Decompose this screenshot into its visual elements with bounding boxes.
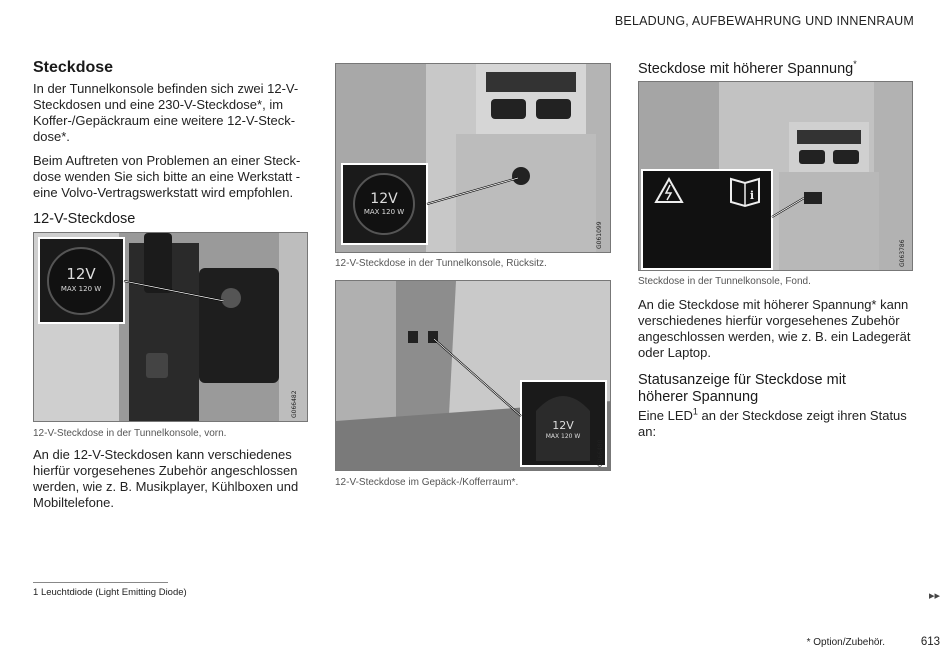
trunk-socket-label-12v: 12V <box>552 419 574 432</box>
footnote-rule <box>33 582 168 583</box>
high-voltage-socket <box>804 192 822 204</box>
intro-paragraph-2: Beim Auftreten von Problemen an einer Steck- dose wenden Sie sich bitte an eine Werkstatt - eine Volvo-Vertragswerkstatt wird empfohlen. <box>33 153 301 200</box>
section-subtitle-status: Statusanzeige für Steckdose mit höherer Spannung <box>638 372 846 405</box>
section-header: BELADUNG, AUFBEWAHRUNG UND INNENRAUM <box>614 14 914 28</box>
rear-socket <box>512 167 530 185</box>
socket-label-max: MAX 120 W <box>60 285 102 293</box>
page-title: Steckdose <box>33 59 114 76</box>
rear-socket-label-12v: 12V <box>370 191 398 207</box>
section-subtitle-high-voltage: Steckdose mit höherer Spannung* <box>638 59 857 77</box>
footnote: 1 Leuchtdiode (Light Emitting Diode) <box>33 587 187 598</box>
trunk-photo <box>335 280 611 471</box>
caption-front-console: 12-V-Steckdose in der Tunnelkonsole, vorn. <box>33 428 227 439</box>
socket-label-12v: 12V <box>66 265 96 283</box>
image-code: G066480 <box>597 439 604 467</box>
body-12v: An die 12-V-Steckdosen kann verschiedenes hierfür vorgesehenes Zubehör angeschlossen werden, wie z. B. Musikplayer, Kühlboxen und Mobiltelefone. <box>33 447 299 510</box>
socket-hole <box>221 288 241 308</box>
image-code: G066482 <box>291 390 298 418</box>
warning-inset <box>642 170 772 269</box>
footnote-ref: 1 <box>692 406 698 417</box>
body-status: Eine LED$^1$ an der Steckdose zeigt ihren Status an: <box>638 406 907 439</box>
section-subtitle-12v: 12-V-Steckdose <box>33 211 136 227</box>
rear-console-photo <box>335 63 611 253</box>
front-console-photo <box>33 232 308 422</box>
caption-trunk: 12-V-Steckdose im Gepäck-/Kofferraum*. <box>335 477 519 488</box>
continue-arrows-icon: ▸▸ <box>928 590 940 602</box>
trunk-socket-label-max: MAX 120 W <box>545 433 581 440</box>
caption-rear-console: 12-V-Steckdose in der Tunnelkonsole, Rücksitz. <box>335 258 547 269</box>
image-code: G063786 <box>899 239 906 267</box>
high-voltage-socket-photo <box>638 81 913 271</box>
image-code: G061099 <box>596 221 603 249</box>
svg-text:i: i <box>749 189 755 202</box>
intro-paragraph-1: In der Tunnelkonsole befinden sich zwei 12-V- Steckdosen und eine 230-V-Steckdose*, im Koffer-/Gepäckraum eine weitere 12-V-Steck- dose*. <box>33 81 299 144</box>
caption-high-voltage: Steckdose in der Tunnelkonsole, Fond. <box>638 276 811 287</box>
rear-socket-label-max: MAX 120 W <box>363 208 405 216</box>
option-note: * Option/Zubehör. <box>806 637 885 648</box>
socket-compartment <box>199 268 279 383</box>
page-number: 613 <box>920 636 940 648</box>
body-high-voltage: An die Steckdose mit höherer Spannung* kann verschiedenes hierfür vorgesehenes Zubehör angeschlossen werden, wie z. B. ein Ladegerät oder Laptop. <box>638 297 911 360</box>
